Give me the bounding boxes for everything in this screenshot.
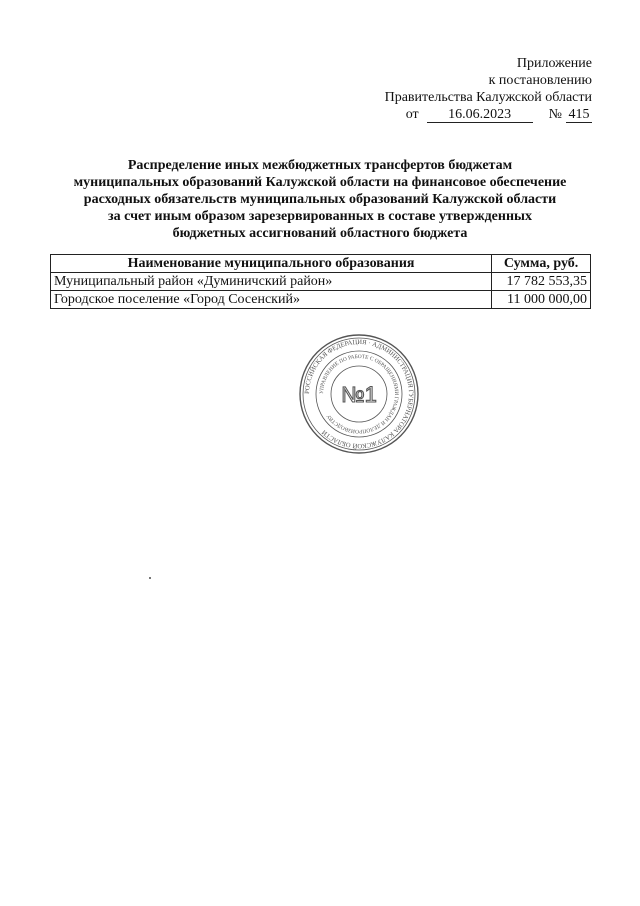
table-header-row bbox=[51, 255, 591, 273]
resolution-date-number bbox=[385, 106, 592, 123]
allocation-table bbox=[50, 254, 591, 309]
number-label: № bbox=[548, 107, 562, 122]
amount-value: 11 000 000,00 bbox=[492, 291, 591, 309]
table-row bbox=[51, 291, 591, 309]
from-label: от bbox=[405, 107, 419, 122]
amount-value: 17 782 553,35 bbox=[492, 273, 591, 291]
document-title bbox=[40, 157, 600, 242]
appendix-block bbox=[385, 55, 592, 123]
title-line-4: за счет иным образом зарезервированных в составе утвержденных bbox=[108, 209, 532, 224]
table-row bbox=[51, 273, 591, 291]
scan-speck bbox=[149, 577, 151, 579]
appendix-government: Правительства Калужской области bbox=[384, 90, 592, 105]
title-line-1: Распределение иных межбюджетных трансфертов бюджетам bbox=[127, 158, 513, 173]
stamp-outer-text: РОССИЙСКАЯ ФЕДЕРАЦИЯ · АДМИНИСТРАЦИЯ ГУБЕРНАТОРА КАЛУЖСКОЙ ОБЛАСТИ bbox=[303, 338, 415, 450]
official-stamp bbox=[298, 333, 420, 455]
title-line-2: муниципальных образований Калужской области на финансовое обеспечение bbox=[73, 175, 567, 190]
resolution-number: 415 bbox=[566, 107, 592, 123]
resolution-date: 16.06.2023 bbox=[427, 107, 533, 123]
appendix-label: Приложение bbox=[516, 56, 592, 71]
title-line-5: бюджетных ассигнований областного бюджета bbox=[172, 226, 468, 241]
header-municipality: Наименование муниципального образования bbox=[51, 255, 492, 273]
title-line-3: расходных обязательств муниципальных образований Калужской области bbox=[83, 192, 557, 207]
municipality-name: Муниципальный район «Думиничский район» bbox=[51, 273, 492, 291]
appendix-to-resolution: к постановлению bbox=[488, 73, 592, 88]
stamp-number: №1 bbox=[341, 382, 377, 407]
stamp-inner-text: УПРАВЛЕНИЕ ПО РАБОТЕ С ОБРАЩЕНИЯМИ ГРАЖДАН И ДЕЛОПРОИЗВОДСТВУ bbox=[318, 353, 400, 435]
municipality-name: Городское поселение «Город Сосенский» bbox=[51, 291, 492, 309]
header-amount: Сумма, руб. bbox=[492, 255, 591, 273]
